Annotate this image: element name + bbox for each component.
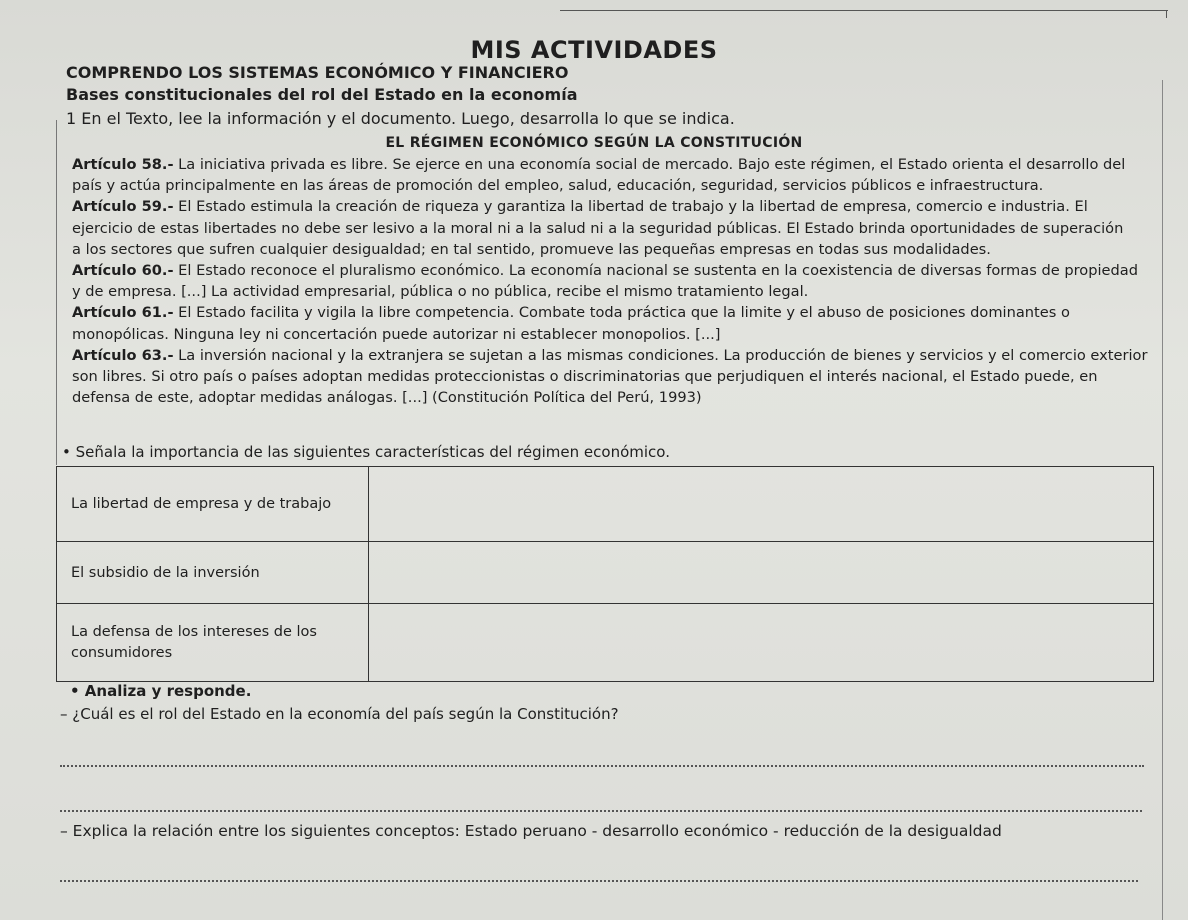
document-line: monopólicas. Ninguna ley ni concertación puede autorizar ni establecer monopolios. [...] xyxy=(72,325,721,343)
page-title: MIS ACTIVIDADES xyxy=(470,36,718,64)
document-line: Artículo 58.- La iniciativa privada es libre. Se ejerce en una economía social de mercado. Bajo este régimen, el Estado orienta el desarrollo del xyxy=(72,156,1126,173)
document-line: Artículo 61.- El Estado facilita y vigila la libre competencia. Combate toda práctica que la limite y el abuso de posiciones dominantes o xyxy=(72,304,1070,322)
document-line: Artículo 59.- El Estado estimula la creación de riqueza y garantiza la libertad de trabajo y la libertad de empresa, comercio e industria. El xyxy=(72,198,1088,216)
left-margin-line xyxy=(56,120,57,465)
table-row xyxy=(57,604,1153,681)
row-label: La libertad de empresa y de trabajo xyxy=(57,467,369,541)
answer-line[interactable] xyxy=(60,810,1142,812)
document-line: Artículo 60.- El Estado reconoce el pluralismo económico. La economía nacional se sustenta en la coexistencia de diversas formas de propiedad xyxy=(72,262,1138,280)
answer-line[interactable] xyxy=(60,880,1138,882)
instruction-text: 1 En el Texto, lee la información y el documento. Luego, desarrolla lo que se indica. xyxy=(66,109,735,128)
question-2: – Explica la relación entre los siguientes conceptos: Estado peruano - desarrollo económico - reducción de la desigualdad xyxy=(60,822,1002,840)
task2-prompt: • Analiza y responde. xyxy=(70,682,252,700)
document-title: EL RÉGIMEN ECONÓMICO SEGÚN LA CONSTITUCIÓN xyxy=(385,135,803,151)
task1-prompt: • Señala la importancia de las siguientes características del régimen económico. xyxy=(62,443,670,461)
characteristics-table xyxy=(56,466,1154,682)
answer-line[interactable] xyxy=(60,765,1144,767)
document-line: a los sectores que sufren cualquier desigualdad; en tal sentido, promueve las pequeñas empresas en todas sus modalidades. xyxy=(72,240,991,258)
right-margin-line xyxy=(1162,80,1163,920)
answer-cell[interactable] xyxy=(369,467,1153,541)
document-line: y de empresa. [...] La actividad empresarial, pública o no pública, recibe el mismo tratamiento legal. xyxy=(72,283,809,301)
document-line: son libres. Si otro país o países adoptan medidas proteccionistas o discriminatorias que perjudiquen el interés nacional, el Estado puede, en xyxy=(72,368,1098,386)
top-border-corner xyxy=(1166,10,1167,18)
document-line: país y actúa principalmente en las áreas de promoción del empleo, salud, educación, seguridad, servicios públicos e infraestructura. xyxy=(72,177,1044,195)
top-border xyxy=(560,10,1168,11)
document-line: defensa de este, adoptar medidas análogas. [...] (Constitución Política del Perú, 1993) xyxy=(72,389,702,407)
subsection-title: Bases constitucionales del rol del Estado en la economía xyxy=(66,85,578,104)
document-line: Artículo 63.- La inversión nacional y la extranjera se sujetan a las mismas condiciones. La producción de bienes y servicios y el comercio exterior xyxy=(72,346,1148,364)
table-row xyxy=(57,467,1153,542)
section-title: COMPRENDO LOS SISTEMAS ECONÓMICO Y FINANCIERO xyxy=(66,63,569,82)
answer-cell[interactable] xyxy=(369,542,1153,603)
row-label: El subsidio de la inversión xyxy=(57,542,369,603)
table-row xyxy=(57,542,1153,604)
question-1: – ¿Cuál es el rol del Estado en la economía del país según la Constitución? xyxy=(60,705,619,723)
document-line: ejercicio de estas libertades no debe ser lesivo a la moral ni a la salud ni a la seguridad públicas. El Estado brinda oportunidades de superación xyxy=(72,219,1124,237)
document-body xyxy=(72,154,1162,408)
row-label: La defensa de los intereses de los consumidores xyxy=(57,604,369,681)
answer-cell[interactable] xyxy=(369,604,1153,681)
